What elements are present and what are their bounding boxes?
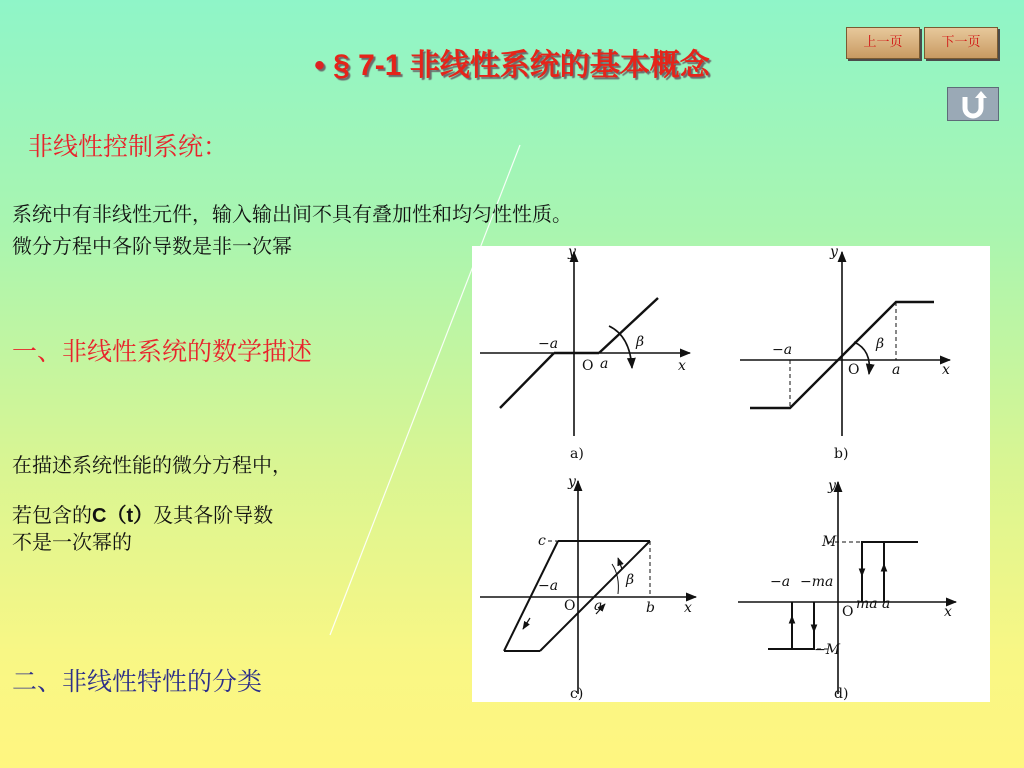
panel-c-origin: O [564, 598, 576, 614]
panel-a-caption: a) [570, 446, 584, 462]
panel-b-beta: β [876, 336, 885, 352]
title-text: § 7-1 非线性系统的基本概念 [333, 49, 710, 82]
panel-d-neg-a: −a [770, 574, 791, 590]
panel-a-beta: β [636, 334, 645, 350]
panel-d-y-label: y [828, 478, 836, 494]
description-line-2: 若包含的C（t）及其各阶导数 [12, 503, 274, 527]
panel-d-neg-M: −M [814, 642, 841, 658]
panel-b-caption: b) [834, 446, 849, 462]
panel-a-a: a [600, 356, 609, 372]
panel-b-neg-a: −a [772, 342, 793, 358]
panel-a-dead-zone-curve [500, 353, 554, 408]
panel-c-c: c [538, 533, 546, 549]
definition-line-1: 系统中有非线性元件，输入输出间不具有叠加性和均匀性性质。 [12, 202, 572, 226]
panel-a-neg-a: −a [538, 336, 559, 352]
heading-classification: 二、非线性特性的分类 [12, 667, 263, 696]
next-page-button[interactable]: 下一页 [924, 27, 998, 59]
title-bullet: • [314, 49, 325, 82]
figure-svg [472, 246, 990, 702]
nonlinear-characteristics-figure [472, 246, 990, 702]
panel-d-neg-ma: −ma [800, 574, 834, 590]
panel-b-origin: O [848, 362, 860, 378]
panel-d-x-label: x [944, 604, 952, 620]
panel-a-axes [480, 252, 690, 436]
description-line-3: 不是一次幂的 [12, 530, 132, 554]
return-arrow-icon [948, 88, 998, 120]
panel-c-a: a [594, 598, 603, 614]
panel-c-y-label: y [568, 474, 576, 490]
description-line-1: 在描述系统性能的微分方程中， [12, 453, 292, 477]
c-t-term: C（t） [92, 505, 154, 527]
panel-c-axes [480, 481, 696, 694]
panel-c-x-label: x [684, 600, 692, 616]
panel-d-caption: d) [834, 686, 849, 702]
panel-c-neg-a: −a [538, 578, 559, 594]
panel-c-beta: β [626, 572, 635, 588]
panel-a-x-label: x [678, 358, 686, 374]
panel-a-y-label: y [568, 246, 576, 260]
heading-math-description: 一、非线性系统的数学描述 [12, 337, 313, 366]
return-button[interactable] [947, 87, 999, 121]
description-text [12, 452, 292, 555]
definition-line-2: 微分方程中各阶导数是非一次幂 [12, 234, 292, 258]
panel-b-a: a [892, 362, 901, 378]
panel-a-origin: O [582, 358, 594, 374]
panel-d-relay-hysteresis-loop [768, 542, 918, 649]
panel-d-a: a [882, 596, 891, 612]
section-heading: 非线性控制系统： [28, 132, 229, 161]
panel-c-b: b [646, 600, 655, 616]
panel-d-ma: ma [856, 596, 878, 612]
panel-b-y-label: y [830, 246, 838, 260]
panel-c-caption: c) [570, 686, 584, 702]
panel-c-backlash-loop [504, 541, 650, 651]
panel-d-M: M [822, 534, 837, 550]
panel-b-x-label: x [942, 362, 950, 378]
panel-d-origin: O [842, 604, 854, 620]
prev-page-button[interactable]: 上一页 [846, 27, 920, 59]
